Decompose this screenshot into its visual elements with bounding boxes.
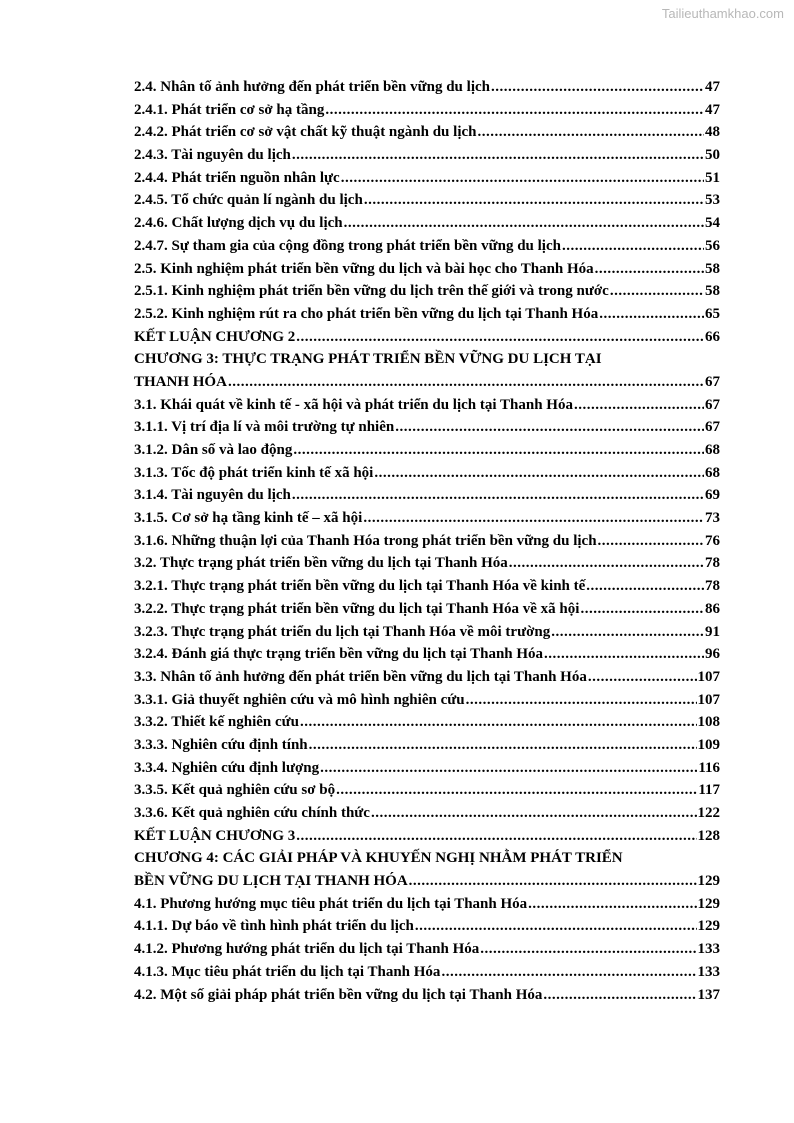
toc-dot-leader	[543, 984, 696, 1007]
toc-entry-page: 67	[705, 396, 720, 413]
toc-entry-title: 3.3.3. Nghiên cứu định tính	[134, 736, 308, 753]
toc-dot-leader	[544, 643, 704, 666]
toc-dot-leader	[395, 416, 704, 439]
toc-entry-page: 76	[705, 532, 720, 549]
toc-entry	[134, 530, 720, 553]
toc-dot-leader	[336, 779, 697, 802]
toc-entry-title: 3.2.3. Thực trạng phát triển du lịch tại Thanh Hóa về môi trường	[134, 623, 551, 640]
toc-dot-leader	[293, 439, 704, 462]
toc-dot-leader	[562, 235, 704, 258]
toc-entry-title: 4.1.2. Phương hướng phát triển du lịch tại Thanh Hóa	[134, 941, 480, 958]
toc-entry-page: 68	[705, 464, 720, 481]
toc-entry-title: 3.1.3. Tốc độ phát triển kinh tế xã hội	[134, 464, 374, 481]
toc-entry-title: 2.4.3. Tài nguyên du lịch	[134, 147, 291, 164]
toc-entry	[134, 598, 720, 621]
toc-entry-page: 137	[697, 986, 720, 1003]
toc-entry	[134, 825, 720, 848]
toc-entry-page: 58	[705, 283, 720, 300]
toc-dot-leader	[415, 915, 697, 938]
toc-entry-page: 48	[705, 124, 720, 141]
toc-dot-leader	[292, 144, 704, 167]
toc-entry-title: 2.4.1. Phát triển cơ sở hạ tầng	[134, 101, 325, 118]
toc-entry	[134, 802, 720, 825]
toc-entry	[134, 258, 720, 281]
toc-dot-leader	[595, 258, 704, 281]
toc-dot-leader	[586, 575, 704, 598]
toc-entry-page: 73	[705, 510, 720, 527]
toc-dot-leader	[341, 167, 704, 190]
toc-entry-page: 117	[698, 782, 720, 799]
toc-entry-page: 129	[697, 918, 720, 935]
toc-entry	[134, 484, 720, 507]
toc-entry-page: 122	[697, 805, 720, 821]
toc-entry	[134, 984, 720, 1007]
toc-entry-page: 108	[697, 714, 720, 731]
toc-dot-leader	[325, 99, 704, 122]
toc-entry-title: 2.4.4. Phát triển nguồn nhân lực	[134, 169, 340, 186]
toc-entry-page: 67	[705, 419, 720, 436]
toc-dot-leader	[528, 893, 696, 916]
toc-entry-title: CHƯƠNG 4: CÁC GIẢI PHÁP VÀ KHUYẾN NGHỊ NHẰM PHÁT TRIỂN	[134, 850, 623, 867]
toc-entry-page: 109	[697, 736, 720, 753]
toc-entry	[134, 416, 720, 439]
toc-entry	[134, 235, 720, 258]
toc-entry	[134, 280, 720, 303]
toc-dot-leader	[374, 462, 704, 485]
toc-entry-title: 3.2.2. Thực trạng phát triển bền vững du lịch tại Thanh Hóa về xã hội	[134, 600, 580, 617]
toc-entry-page: 129	[697, 873, 720, 890]
toc-entry	[134, 462, 720, 485]
toc-entry-page: 128	[697, 827, 720, 844]
toc-entry	[134, 779, 720, 802]
toc-entry-title: 3.1.6. Những thuận lợi của Thanh Hóa trong phát triển bền vững du lịch	[134, 532, 597, 549]
toc-entry-page: 47	[705, 101, 720, 118]
toc-entry-title: 2.5.2. Kinh nghiệm rút ra cho phát triển bền vững du lịch tại Thanh Hóa	[134, 305, 599, 322]
toc-dot-leader	[574, 394, 704, 417]
toc-entry	[134, 893, 720, 916]
toc-dot-leader	[320, 757, 697, 780]
toc-entry	[134, 938, 720, 961]
toc-entry-page: 69	[705, 487, 720, 504]
toc-entry-title: 2.4. Nhân tố ảnh hưởng đến phát triển bền vững du lịch	[134, 79, 490, 95]
toc-entry-page: 133	[697, 941, 720, 958]
toc-entry-page: 51	[705, 169, 720, 186]
toc-entry-title: KẾT LUẬN CHƯƠNG 3	[134, 827, 296, 844]
toc-entry-title: 2.4.6. Chất lượng dịch vụ du lịch	[134, 215, 343, 232]
toc-dot-leader	[296, 326, 704, 349]
toc-entry-page: 96	[705, 646, 720, 663]
toc-entry	[134, 144, 720, 167]
toc-entry	[134, 915, 720, 938]
toc-entry-title: 3.3.6. Kết quả nghiên cứu chính thức	[134, 805, 370, 821]
toc-dot-leader	[292, 484, 704, 507]
toc-entry-title: 3.3.5. Kết quả nghiên cứu sơ bộ	[134, 782, 336, 799]
toc-entry	[134, 212, 720, 235]
toc-entry-title: 3.3.4. Nghiên cứu định lượng	[134, 759, 320, 776]
toc-dot-leader	[309, 734, 697, 757]
toc-entry	[134, 394, 720, 417]
toc-entry-title: 3.3.1. Giả thuyết nghiên cứu và mô hình nghiên cứu	[134, 691, 465, 708]
toc-entry-title: BỀN VỮNG DU LỊCH TẠI THANH HÓA	[134, 873, 408, 890]
toc-dot-leader	[300, 711, 697, 734]
toc-entry	[134, 326, 720, 349]
toc-entry	[134, 847, 720, 870]
toc-entry-title: 3.1.1. Vị trí địa lí và môi trường tự nhiên	[134, 419, 395, 436]
toc-entry-title: 3.1.5. Cơ sở hạ tầng kinh tế – xã hội	[134, 510, 363, 527]
toc-dot-leader	[551, 621, 704, 644]
toc-entry-title: 3.1. Khái quát về kinh tế - xã hội và phát triển du lịch tại Thanh Hóa	[134, 396, 573, 413]
toc-dot-leader	[598, 530, 704, 553]
toc-entry-title: 2.5.1. Kinh nghiệm phát triển bền vững du lịch trên thế giới và trong nước	[134, 283, 609, 300]
toc-entry-title: 2.4.7. Sự tham gia của cộng đồng trong phát triển bền vững du lịch	[134, 237, 561, 254]
toc-dot-leader	[491, 76, 704, 99]
toc-entry	[134, 666, 720, 689]
toc-entry-title: THANH HÓA	[134, 373, 227, 390]
toc-entry-title: 3.2.4. Đánh giá thực trạng triển bền vững du lịch tại Thanh Hóa	[134, 646, 544, 663]
toc-entry-page: 50	[705, 147, 720, 164]
toc-dot-leader	[477, 121, 704, 144]
toc-entry	[134, 552, 720, 575]
toc-entry-page: 78	[705, 578, 720, 595]
toc-entry	[134, 870, 720, 893]
toc-entry	[134, 961, 720, 984]
toc-entry	[134, 507, 720, 530]
toc-entry-page: 58	[705, 260, 720, 277]
toc-entry-title: CHƯƠNG 3: THỰC TRẠNG PHÁT TRIỂN BỀN VỮNG DU LỊCH TẠI	[134, 351, 602, 368]
toc-dot-leader	[599, 303, 704, 326]
toc-entry-page: 56	[705, 237, 720, 254]
toc-entry-page: 91	[705, 623, 720, 640]
toc-entry-page: 129	[697, 895, 720, 912]
toc-entry-title: 4.1.1. Dự báo về tình hình phát triển du lịch	[134, 918, 414, 935]
toc-entry-title: KẾT LUẬN CHƯƠNG 2	[134, 328, 296, 345]
toc-entry-title: 3.1.2. Dân số và lao động	[134, 442, 293, 458]
toc-dot-leader	[509, 552, 704, 575]
toc-entry	[134, 689, 720, 712]
toc-entry-page: 54	[705, 215, 720, 232]
toc-entry-title: 2.5. Kinh nghiệm phát triển bền vững du lịch và bài học cho Thanh Hóa	[134, 260, 594, 277]
toc-dot-leader	[344, 212, 704, 235]
toc-entry	[134, 167, 720, 190]
toc-entry	[134, 348, 720, 371]
toc-dot-leader	[480, 938, 696, 961]
toc-entry-page: 133	[697, 963, 720, 980]
toc-dot-leader	[363, 507, 704, 530]
toc-dot-leader	[610, 280, 704, 303]
watermark: Tailieuthamkhao.com	[661, 6, 784, 21]
toc-dot-leader	[441, 961, 696, 984]
toc-entry	[134, 76, 720, 99]
toc-entry-title: 4.1.3. Mục tiêu phát triển du lịch tại Thanh Hóa	[134, 963, 441, 980]
toc-entry	[134, 189, 720, 212]
toc-entry-page: 66	[705, 328, 720, 345]
toc-entry-title: 4.1. Phương hướng mục tiêu phát triển du lịch tại Thanh Hóa	[134, 895, 528, 912]
toc-entry	[134, 99, 720, 122]
toc-dot-leader	[228, 371, 704, 394]
toc-entry	[134, 711, 720, 734]
toc-entry-page: 47	[705, 79, 720, 95]
toc-dot-leader	[466, 689, 697, 712]
toc-entry-page: 107	[697, 691, 720, 708]
toc-entry-page: 86	[705, 600, 720, 617]
toc-dot-leader	[409, 870, 697, 893]
toc-entry	[134, 643, 720, 666]
toc-dot-leader	[371, 802, 697, 825]
toc-dot-leader	[588, 666, 697, 689]
toc-entry-page: 107	[697, 668, 720, 685]
toc-entry-title: 3.3. Nhân tố ảnh hưởng đến phát triển bền vững du lịch tại Thanh Hóa	[134, 668, 587, 685]
toc-entry-title: 2.4.5. Tổ chức quản lí ngành du lịch	[134, 192, 363, 209]
toc-entry-title: 3.3.2. Thiết kế nghiên cứu	[134, 714, 299, 731]
toc-dot-leader	[296, 825, 696, 848]
toc-entry	[134, 439, 720, 462]
toc-entry-title: 3.2. Thực trạng phát triển bền vững du lịch tại Thanh Hóa	[134, 555, 508, 572]
toc-entry-title: 3.1.4. Tài nguyên du lịch	[134, 487, 291, 504]
toc-entry	[134, 371, 720, 394]
toc-entry-title: 2.4.2. Phát triển cơ sở vật chất kỹ thuật ngành du lịch	[134, 124, 477, 141]
toc-entry	[134, 621, 720, 644]
toc-entry-page: 53	[705, 192, 720, 209]
toc-entry-page: 67	[705, 373, 720, 390]
toc-entry	[134, 121, 720, 144]
toc-entry-title: 4.2. Một số giải pháp phát triển bền vững du lịch tại Thanh Hóa	[134, 986, 543, 1003]
table-of-contents	[134, 76, 720, 1006]
toc-entry-page: 68	[705, 442, 720, 458]
toc-entry	[134, 575, 720, 598]
toc-dot-leader	[364, 189, 704, 212]
toc-entry	[134, 734, 720, 757]
toc-entry-page: 116	[698, 759, 720, 776]
toc-entry-page: 65	[705, 305, 720, 322]
toc-dot-leader	[580, 598, 704, 621]
toc-entry	[134, 757, 720, 780]
toc-entry-title: 3.2.1. Thực trạng phát triển bền vững du lịch tại Thanh Hóa về kinh tế	[134, 578, 586, 595]
toc-entry-page: 78	[705, 555, 720, 572]
toc-entry	[134, 303, 720, 326]
